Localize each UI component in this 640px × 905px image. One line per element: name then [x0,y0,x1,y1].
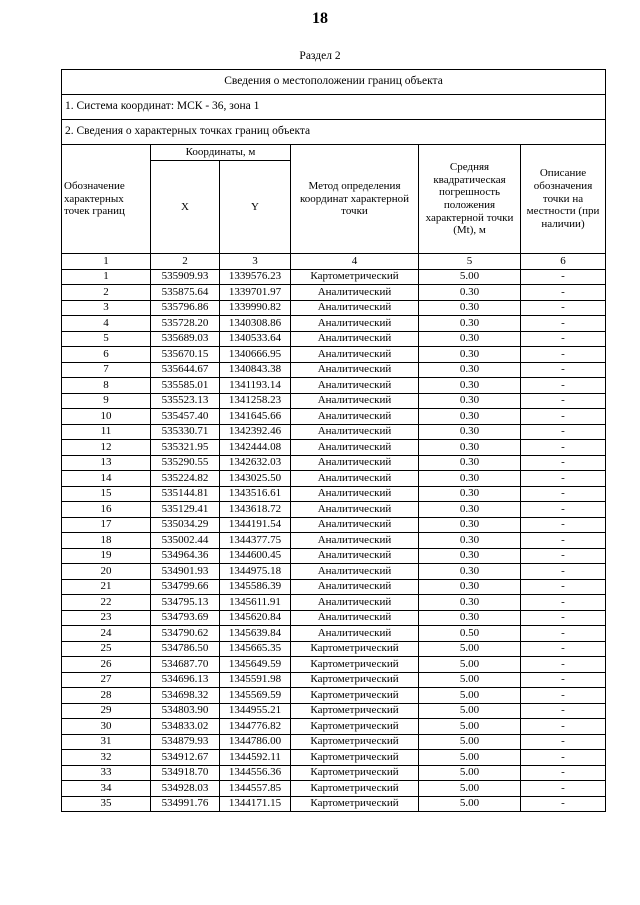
method-cell: Аналитический [291,471,419,487]
point-number-cell: 31 [62,734,151,750]
x-coordinate-cell: 534928.03 [151,781,220,797]
accuracy-cell: 5.00 [419,641,521,657]
y-coordinate-cell: 1344955.21 [220,703,291,719]
y-coordinate-cell: 1345620.84 [220,610,291,626]
accuracy-cell: 0.30 [419,331,521,347]
y-coordinate-cell: 1339990.82 [220,300,291,316]
accuracy-cell: 0.30 [419,347,521,363]
y-coordinate-cell: 1344191.54 [220,517,291,533]
accuracy-cell: 0.30 [419,595,521,611]
y-coordinate-cell: 1342632.03 [220,455,291,471]
table-row [62,641,606,657]
method-cell: Картометрический [291,781,419,797]
x-coordinate-cell: 535875.64 [151,285,220,301]
point-number-cell: 7 [62,362,151,378]
point-number-cell: 11 [62,424,151,440]
header-coordinates: Координаты, м [151,145,291,161]
point-number-cell: 5 [62,331,151,347]
x-coordinate-cell: 534964.36 [151,548,220,564]
description-cell: - [521,393,606,409]
section-label: Раздел 2 [299,50,341,62]
method-cell: Аналитический [291,393,419,409]
point-number-cell: 28 [62,688,151,704]
accuracy-cell: 5.00 [419,269,521,285]
table-row [62,688,606,704]
point-number-cell: 24 [62,626,151,642]
accuracy-cell: 0.30 [419,409,521,425]
point-number-cell: 34 [62,781,151,797]
column-number: 5 [419,254,521,270]
x-coordinate-cell: 534793.69 [151,610,220,626]
description-cell: - [521,424,606,440]
description-cell: - [521,285,606,301]
table-title: Сведения о местоположении границ объекта [62,70,606,95]
method-cell: Картометрический [291,796,419,812]
point-number-cell: 1 [62,269,151,285]
column-number-row [62,254,606,270]
x-coordinate-cell: 534799.66 [151,579,220,595]
point-number-cell: 20 [62,564,151,580]
y-coordinate-cell: 1341645.66 [220,409,291,425]
y-coordinate-cell: 1345639.84 [220,626,291,642]
description-cell: - [521,641,606,657]
point-number-cell: 32 [62,750,151,766]
table-row [62,781,606,797]
x-coordinate-cell: 535796.86 [151,300,220,316]
table-row [62,440,606,456]
x-coordinate-cell: 534698.32 [151,688,220,704]
column-number: 4 [291,254,419,270]
description-cell: - [521,781,606,797]
method-cell: Картометрический [291,719,419,735]
table-row [62,517,606,533]
description-cell: - [521,765,606,781]
table-row [62,533,606,549]
column-number: 3 [220,254,291,270]
accuracy-cell: 5.00 [419,750,521,766]
point-number-cell: 2 [62,285,151,301]
y-coordinate-cell: 1342444.08 [220,440,291,456]
accuracy-cell: 0.30 [419,316,521,332]
x-coordinate-cell: 535670.15 [151,347,220,363]
y-coordinate-cell: 1345591.98 [220,672,291,688]
description-cell: - [521,657,606,673]
x-coordinate-cell: 534790.62 [151,626,220,642]
description-cell: - [521,517,606,533]
table-row [62,269,606,285]
accuracy-cell: 5.00 [419,703,521,719]
accuracy-cell: 0.30 [419,579,521,595]
description-cell: - [521,300,606,316]
method-cell: Картометрический [291,703,419,719]
description-cell: - [521,564,606,580]
coordinate-system: 1. Система координат: МСК - 36, зона 1 [62,95,606,120]
table-row [62,424,606,440]
method-cell: Аналитический [291,486,419,502]
description-cell: - [521,347,606,363]
y-coordinate-cell: 1344557.85 [220,781,291,797]
table-row [62,750,606,766]
table-body [62,269,606,812]
table-row [62,331,606,347]
method-cell: Картометрический [291,734,419,750]
accuracy-cell: 5.00 [419,781,521,797]
x-coordinate-cell: 534687.70 [151,657,220,673]
table-row [62,316,606,332]
method-cell: Аналитический [291,362,419,378]
y-coordinate-cell: 1345586.39 [220,579,291,595]
description-cell: - [521,502,606,518]
table-row [62,409,606,425]
y-coordinate-cell: 1344975.18 [220,564,291,580]
y-coordinate-cell: 1342392.46 [220,424,291,440]
method-cell: Картометрический [291,750,419,766]
table-row [62,285,606,301]
table-row [62,502,606,518]
point-number-cell: 4 [62,316,151,332]
point-number-cell: 18 [62,533,151,549]
point-number-cell: 16 [62,502,151,518]
method-cell: Картометрический [291,641,419,657]
x-coordinate-cell: 535728.20 [151,316,220,332]
point-number-cell: 8 [62,378,151,394]
x-coordinate-cell: 534901.93 [151,564,220,580]
table-row [62,548,606,564]
x-coordinate-cell: 535330.71 [151,424,220,440]
y-coordinate-cell: 1344556.36 [220,765,291,781]
description-cell: - [521,455,606,471]
table-row [62,796,606,812]
accuracy-cell: 0.30 [419,440,521,456]
y-coordinate-cell: 1344377.75 [220,533,291,549]
accuracy-cell: 0.30 [419,393,521,409]
point-number-cell: 9 [62,393,151,409]
x-coordinate-cell: 534918.70 [151,765,220,781]
accuracy-cell: 0.30 [419,378,521,394]
accuracy-cell: 5.00 [419,796,521,812]
header-description: Описание обозначения точки на местности (при наличии) [521,145,606,254]
table-row [62,765,606,781]
point-number-cell: 10 [62,409,151,425]
description-cell: - [521,331,606,347]
method-cell: Аналитический [291,424,419,440]
description-cell: - [521,688,606,704]
description-cell: - [521,595,606,611]
table-row [62,393,606,409]
description-cell: - [521,269,606,285]
point-number-cell: 27 [62,672,151,688]
x-coordinate-cell: 534795.13 [151,595,220,611]
y-coordinate-cell: 1344786.00 [220,734,291,750]
method-cell: Аналитический [291,409,419,425]
point-number-cell: 30 [62,719,151,735]
table-row [62,610,606,626]
accuracy-cell: 5.00 [419,734,521,750]
table-row [62,362,606,378]
table-row [62,734,606,750]
description-cell: - [521,579,606,595]
description-cell: - [521,362,606,378]
description-cell: - [521,548,606,564]
table-row [62,300,606,316]
header-method: Метод определения координат характерной точки [291,145,419,254]
description-cell: - [521,750,606,766]
description-cell: - [521,316,606,332]
x-coordinate-cell: 535129.41 [151,502,220,518]
method-cell: Аналитический [291,595,419,611]
point-number-cell: 19 [62,548,151,564]
x-coordinate-cell: 534833.02 [151,719,220,735]
x-coordinate-cell: 535144.81 [151,486,220,502]
header-accuracy: Средняя квадратическая погрешность положения характерной точки (Mt), м [419,145,521,254]
point-number-cell: 23 [62,610,151,626]
x-coordinate-cell: 534803.90 [151,703,220,719]
table-row [62,672,606,688]
method-cell: Аналитический [291,331,419,347]
point-number-cell: 22 [62,595,151,611]
y-coordinate-cell: 1343516.61 [220,486,291,502]
table-row [62,486,606,502]
accuracy-cell: 0.30 [419,285,521,301]
method-cell: Аналитический [291,440,419,456]
y-coordinate-cell: 1343025.50 [220,471,291,487]
point-number-cell: 3 [62,300,151,316]
accuracy-cell: 0.30 [419,610,521,626]
method-cell: Аналитический [291,502,419,518]
table-row [62,564,606,580]
accuracy-cell: 0.30 [419,424,521,440]
description-cell: - [521,440,606,456]
accuracy-cell: 5.00 [419,688,521,704]
description-cell: - [521,610,606,626]
point-number-cell: 29 [62,703,151,719]
x-coordinate-cell: 534991.76 [151,796,220,812]
x-coordinate-cell: 535034.29 [151,517,220,533]
y-coordinate-cell: 1341258.23 [220,393,291,409]
description-cell: - [521,533,606,549]
x-coordinate-cell: 535585.01 [151,378,220,394]
point-number-cell: 14 [62,471,151,487]
method-cell: Картометрический [291,688,419,704]
header-designation: Обозначение характерных точек границ [62,145,151,254]
x-coordinate-cell: 535523.13 [151,393,220,409]
table-row [62,455,606,471]
point-number-cell: 15 [62,486,151,502]
x-coordinate-cell: 535909.93 [151,269,220,285]
x-coordinate-cell: 535290.55 [151,455,220,471]
method-cell: Аналитический [291,300,419,316]
accuracy-cell: 0.30 [419,533,521,549]
point-number-cell: 17 [62,517,151,533]
column-number: 1 [62,254,151,270]
method-cell: Аналитический [291,347,419,363]
x-coordinate-cell: 535457.40 [151,409,220,425]
point-number-cell: 12 [62,440,151,456]
table-row [62,657,606,673]
y-coordinate-cell: 1340843.38 [220,362,291,378]
y-coordinate-cell: 1344171.15 [220,796,291,812]
table-row [62,471,606,487]
method-cell: Аналитический [291,455,419,471]
y-coordinate-cell: 1344600.45 [220,548,291,564]
accuracy-cell: 0.30 [419,455,521,471]
point-number-cell: 33 [62,765,151,781]
description-cell: - [521,471,606,487]
table-head [62,70,606,270]
column-number: 2 [151,254,220,270]
method-cell: Картометрический [291,269,419,285]
x-coordinate-cell: 534879.93 [151,734,220,750]
table-row [62,378,606,394]
description-cell: - [521,672,606,688]
method-cell: Аналитический [291,378,419,394]
page-number: 18 [312,10,328,27]
method-cell: Картометрический [291,657,419,673]
x-coordinate-cell: 534786.50 [151,641,220,657]
accuracy-cell: 0.30 [419,548,521,564]
point-number-cell: 21 [62,579,151,595]
x-coordinate-cell: 535224.82 [151,471,220,487]
y-coordinate-cell: 1345649.59 [220,657,291,673]
x-coordinate-cell: 535002.44 [151,533,220,549]
x-coordinate-cell: 535321.95 [151,440,220,456]
method-cell: Аналитический [291,548,419,564]
method-cell: Аналитический [291,285,419,301]
point-number-cell: 6 [62,347,151,363]
point-number-cell: 35 [62,796,151,812]
y-coordinate-cell: 1339701.97 [220,285,291,301]
x-coordinate-cell: 535644.67 [151,362,220,378]
method-cell: Аналитический [291,579,419,595]
table-row [62,703,606,719]
accuracy-cell: 0.30 [419,502,521,518]
accuracy-cell: 0.30 [419,517,521,533]
y-coordinate-cell: 1340308.86 [220,316,291,332]
accuracy-cell: 5.00 [419,657,521,673]
method-cell: Аналитический [291,517,419,533]
x-coordinate-cell: 534696.13 [151,672,220,688]
method-cell: Картометрический [291,765,419,781]
accuracy-cell: 5.00 [419,672,521,688]
method-cell: Аналитический [291,610,419,626]
accuracy-cell: 0.30 [419,362,521,378]
accuracy-cell: 5.00 [419,719,521,735]
y-coordinate-cell: 1344776.82 [220,719,291,735]
y-coordinate-cell: 1340533.64 [220,331,291,347]
accuracy-cell: 0.30 [419,300,521,316]
point-number-cell: 25 [62,641,151,657]
description-cell: - [521,626,606,642]
column-number: 6 [521,254,606,270]
y-coordinate-cell: 1345665.35 [220,641,291,657]
y-coordinate-cell: 1341193.14 [220,378,291,394]
point-number-cell: 26 [62,657,151,673]
y-coordinate-cell: 1344592.11 [220,750,291,766]
points-heading: 2. Сведения о характерных точках границ объекта [62,120,606,145]
description-cell: - [521,409,606,425]
point-number-cell: 13 [62,455,151,471]
method-cell: Картометрический [291,672,419,688]
description-cell: - [521,734,606,750]
description-cell: - [521,796,606,812]
y-coordinate-cell: 1345611.91 [220,595,291,611]
method-cell: Аналитический [291,626,419,642]
y-coordinate-cell: 1345569.59 [220,688,291,704]
method-cell: Аналитический [291,533,419,549]
y-coordinate-cell: 1339576.23 [220,269,291,285]
table-row [62,579,606,595]
header-x: X [151,161,220,254]
method-cell: Аналитический [291,564,419,580]
table-row [62,626,606,642]
table-row [62,719,606,735]
accuracy-cell: 0.30 [419,471,521,487]
table-row [62,595,606,611]
description-cell: - [521,486,606,502]
x-coordinate-cell: 535689.03 [151,331,220,347]
boundary-points-table [61,69,606,812]
accuracy-cell: 0.50 [419,626,521,642]
table-row [62,347,606,363]
accuracy-cell: 0.30 [419,564,521,580]
method-cell: Аналитический [291,316,419,332]
description-cell: - [521,719,606,735]
accuracy-cell: 5.00 [419,765,521,781]
y-coordinate-cell: 1343618.72 [220,502,291,518]
description-cell: - [521,703,606,719]
description-cell: - [521,378,606,394]
accuracy-cell: 0.30 [419,486,521,502]
x-coordinate-cell: 534912.67 [151,750,220,766]
header-y: Y [220,161,291,254]
y-coordinate-cell: 1340666.95 [220,347,291,363]
